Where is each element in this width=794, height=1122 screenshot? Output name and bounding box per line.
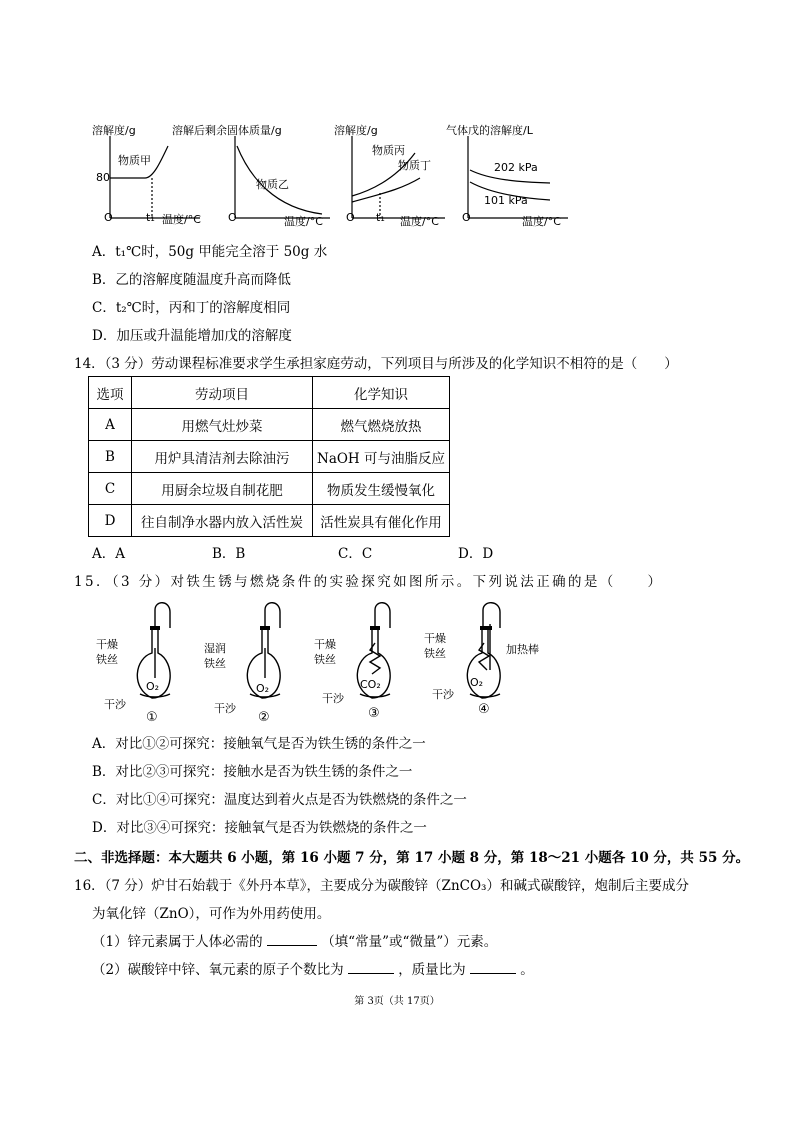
g1-ytick: 80 [96, 171, 110, 184]
g1-xtick: t₁ [146, 211, 155, 224]
q14-stem: 14．（3 分）劳动课程标准要求学生承担家庭劳动，下列项目与所涉及的化学知识不相符的是（ ） [74, 356, 678, 372]
q16-sub1-text-b: （填“常量”或“微量”）元素。 [321, 934, 498, 950]
header-cell: 选项 [89, 377, 132, 409]
fig4-bottom: 干沙 [432, 688, 454, 701]
q14-option-b: B．B [212, 546, 246, 562]
q16-sub2-text-a: （2）碳酸锌中锌、氧元素的原子个数比为 [92, 962, 344, 978]
g3-origin: O [346, 211, 355, 224]
q14-option-d: D．D [458, 546, 494, 562]
g3-xlabel: 温度/°C [400, 215, 439, 228]
fig2-label1: 湿润 [204, 642, 226, 655]
fig2-num: ② [258, 710, 270, 725]
q13-option-b: B．乙的溶解度随温度升高而降低 [92, 272, 291, 288]
fig3-label2: 铁丝 [314, 653, 336, 666]
table-row [89, 505, 450, 537]
header-cell: 劳动项目 [132, 377, 313, 409]
q13-option-a: A．t₁℃时，50g 甲能完全溶于 50g 水 [92, 244, 328, 260]
g4-curve2-label: 101 kPa [484, 194, 528, 207]
q14-option-a: A．A [92, 546, 125, 562]
g1-origin: O [104, 211, 113, 224]
table-cell: 活性炭具有催化作用 [313, 505, 450, 537]
table-cell: 用燃气灶炒菜 [132, 409, 313, 441]
table-cell: 用炉具清洁剂去除油污 [132, 441, 313, 473]
q15-stem: 15．（3 分）对铁生锈与燃烧条件的实验探究如图所示。下列说法正确的是（ ） [74, 574, 664, 590]
table-cell: 用厨余垃圾自制花肥 [132, 473, 313, 505]
g2-xlabel: 温度/°C [284, 215, 323, 228]
g3-curve2-label: 物质丁 [398, 159, 431, 172]
table-cell: A [89, 409, 132, 441]
g3-ylabel: 溶解度/g [334, 124, 378, 137]
q16-stem-line2: 为氧化锌（ZnO），可作为外用药使用。 [92, 906, 331, 922]
g2-origin: O [228, 211, 237, 224]
q15-option-a: A．对比①②可探究：接触氧气是否为铁生锈的条件之一 [92, 736, 426, 752]
table-cell: D [89, 505, 132, 537]
fig4-label2: 铁丝 [424, 647, 446, 660]
fig1-label2: 铁丝 [96, 653, 118, 666]
q16-sub2 [92, 958, 534, 978]
table-row [89, 409, 450, 441]
fig4-label1: 干燥 [424, 632, 446, 645]
g2-ylabel: 溶解后剩余固体质量/g [172, 124, 282, 137]
fig2-gas: O₂ [256, 682, 270, 695]
answer-blank-2[interactable] [348, 960, 394, 974]
g3-curve1-label: 物质丙 [372, 144, 405, 157]
g4-curve1-label: 202 kPa [494, 161, 538, 174]
answer-blank-1[interactable] [267, 932, 317, 946]
answer-blank-3[interactable] [470, 960, 516, 974]
fig3-gas: CO₂ [360, 678, 381, 691]
g4-origin: O [462, 211, 471, 224]
fig4-heater: 加热棒 [506, 643, 539, 656]
fig3-label1: 干燥 [314, 638, 336, 651]
q13-option-c: C．t₂℃时，丙和丁的溶解度相同 [92, 300, 291, 316]
table-row [89, 441, 450, 473]
table-row [89, 473, 450, 505]
g1-curve-label: 物质甲 [118, 154, 151, 167]
g4-ylabel: 气体戊的溶解度/L [446, 124, 533, 137]
fig3-bottom: 干沙 [322, 692, 344, 705]
q13-option-d: D．加压或升温能增加戊的溶解度 [92, 328, 292, 344]
q15-option-c: C．对比①④可探究：温度达到着火点是否为铁燃烧的条件之一 [92, 792, 467, 808]
fig1-bottom: 干沙 [104, 698, 126, 711]
q14-table [88, 376, 450, 537]
table-cell: NaOH 可与油脂反应 [313, 441, 450, 473]
q16-sub2-text-c: 。 [520, 962, 534, 978]
fig3-num: ③ [368, 706, 380, 721]
table-cell: 往自制净水器内放入活性炭 [132, 505, 313, 537]
q16-sub1 [92, 930, 497, 950]
g3-xtick: t₁ [376, 211, 385, 224]
header-cell: 化学知识 [313, 377, 450, 409]
fig1-num: ① [146, 710, 158, 725]
g2-curve-label: 物质乙 [256, 178, 289, 191]
g1-xlabel: 温度/°C [162, 213, 201, 226]
q16-stem-line1: 16．（7 分）炉甘石始载于《外丹本草》，主要成分为碳酸锌（ZnCO₃）和碱式碳酸锌，炮制后主要成分 [74, 878, 689, 894]
q15-option-d: D．对比③④可探究：接触氧气是否为铁燃烧的条件之一 [92, 820, 427, 836]
fig2-bottom: 干沙 [214, 702, 236, 715]
g1-ylabel: 溶解度/g [92, 124, 136, 137]
table-cell: C [89, 473, 132, 505]
q16-sub2-text-b: ，质量比为 [398, 962, 466, 978]
fig1-gas: O₂ [146, 680, 160, 693]
table-header-row [89, 377, 450, 409]
q16-sub1-text-a: （1）锌元素属于人体必需的 [92, 934, 263, 950]
fig2-label2: 铁丝 [204, 657, 226, 670]
q14-option-c: C．C [338, 546, 373, 562]
table-cell: 物质发生缓慢氧化 [313, 473, 450, 505]
page-footer: 第 3页（共 17页） [354, 996, 440, 1007]
fig4-num: ④ [478, 702, 490, 717]
fig1-label1: 干燥 [96, 638, 118, 651]
table-cell: B [89, 441, 132, 473]
table-cell: 燃气燃烧放热 [313, 409, 450, 441]
section-two-heading: 二、非选择题：本大题共 6 小题，第 16 小题 7 分，第 17 小题 8 分，第 18～21 小题各 10 分，共 55 分。 [74, 850, 750, 866]
fig4-gas: O₂ [470, 676, 484, 689]
q15-option-b: B．对比②③可探究：接触水是否为铁生锈的条件之一 [92, 764, 413, 780]
g4-xlabel: 温度/°C [522, 215, 561, 228]
